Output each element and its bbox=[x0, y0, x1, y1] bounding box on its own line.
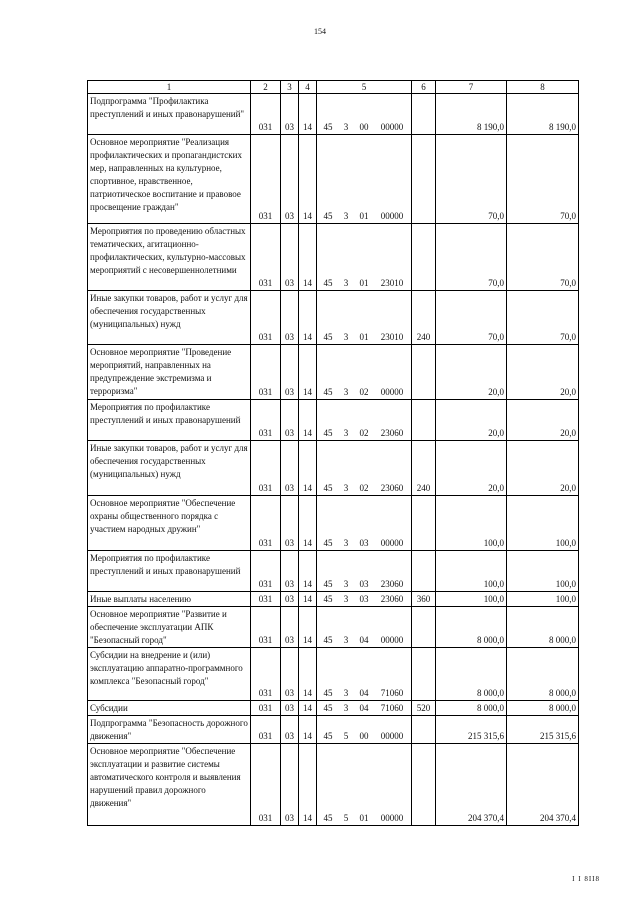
cell-ministry-code: 031 bbox=[251, 607, 281, 648]
table-row bbox=[88, 607, 579, 648]
cell-ministry-code: 031 bbox=[251, 701, 281, 716]
article-segment: 3 bbox=[343, 594, 349, 604]
cell-amount-year: 20,0 bbox=[507, 400, 579, 441]
cell-expense-type bbox=[412, 648, 436, 701]
table-row bbox=[88, 701, 579, 716]
cell-amount-year: 215 315,6 bbox=[507, 716, 579, 744]
column-header: 3 bbox=[281, 81, 299, 94]
cell-ministry-code: 031 bbox=[251, 744, 281, 826]
column-header: 6 bbox=[412, 81, 436, 94]
cell-amount-year: 70,0 bbox=[507, 291, 579, 345]
cell-target-article bbox=[317, 94, 412, 135]
cell-amount-year: 70,0 bbox=[507, 135, 579, 224]
cell-section: 03 bbox=[281, 135, 299, 224]
article-segment: 00000 bbox=[380, 813, 404, 823]
cell-ministry-code: 031 bbox=[251, 648, 281, 701]
cell-subsection: 14 bbox=[299, 716, 317, 744]
cell-ministry-code: 031 bbox=[251, 441, 281, 496]
article-segment: 71060 bbox=[380, 688, 404, 698]
cell-amount-total: 100,0 bbox=[436, 496, 507, 551]
article-segment: 23060 bbox=[380, 579, 404, 589]
cell-subsection: 14 bbox=[299, 607, 317, 648]
article-segment: 02 bbox=[359, 483, 369, 493]
cell-subsection: 14 bbox=[299, 441, 317, 496]
article-segment: 03 bbox=[359, 538, 369, 548]
cell-target-article bbox=[317, 716, 412, 744]
cell-subsection: 14 bbox=[299, 744, 317, 826]
cell-subsection: 14 bbox=[299, 701, 317, 716]
article-segment: 45 bbox=[323, 635, 333, 645]
cell-section: 03 bbox=[281, 592, 299, 607]
cell-expense-type bbox=[412, 551, 436, 592]
article-segment: 45 bbox=[323, 211, 333, 221]
cell-ministry-code: 031 bbox=[251, 291, 281, 345]
column-header: 4 bbox=[299, 81, 317, 94]
table-row bbox=[88, 94, 579, 135]
table-row bbox=[88, 716, 579, 744]
cell-amount-total: 70,0 bbox=[436, 135, 507, 224]
cell-section: 03 bbox=[281, 345, 299, 400]
cell-section: 03 bbox=[281, 94, 299, 135]
table-row bbox=[88, 224, 579, 291]
cell-amount-total: 215 315,6 bbox=[436, 716, 507, 744]
cell-section: 03 bbox=[281, 400, 299, 441]
cell-subsection: 14 bbox=[299, 94, 317, 135]
table-row bbox=[88, 592, 579, 607]
article-segment: 04 bbox=[359, 688, 369, 698]
cell-amount-total: 8 000,0 bbox=[436, 701, 507, 716]
cell-amount-total: 100,0 bbox=[436, 551, 507, 592]
table-row bbox=[88, 135, 579, 224]
article-segment: 45 bbox=[323, 122, 333, 132]
cell-section: 03 bbox=[281, 291, 299, 345]
cell-amount-year: 100,0 bbox=[507, 551, 579, 592]
article-segment: 45 bbox=[323, 278, 333, 288]
cell-amount-year: 8 190,0 bbox=[507, 94, 579, 135]
article-segment: 3 bbox=[343, 703, 349, 713]
cell-amount-total: 20,0 bbox=[436, 345, 507, 400]
article-segment: 00000 bbox=[380, 122, 404, 132]
article-segment: 3 bbox=[343, 635, 349, 645]
article-segment: 45 bbox=[323, 688, 333, 698]
article-segment: 04 bbox=[359, 635, 369, 645]
cell-amount-total: 100,0 bbox=[436, 592, 507, 607]
cell-ministry-code: 031 bbox=[251, 345, 281, 400]
cell-expense-type bbox=[412, 716, 436, 744]
article-segment: 45 bbox=[323, 332, 333, 342]
cell-subsection: 14 bbox=[299, 345, 317, 400]
cell-target-article bbox=[317, 744, 412, 826]
cell-section: 03 bbox=[281, 648, 299, 701]
cell-ministry-code: 031 bbox=[251, 400, 281, 441]
cell-expense-type bbox=[412, 224, 436, 291]
cell-expense-type: 240 bbox=[412, 291, 436, 345]
article-segment: 00000 bbox=[380, 635, 404, 645]
cell-expense-type: 520 bbox=[412, 701, 436, 716]
table-row bbox=[88, 441, 579, 496]
article-segment: 03 bbox=[359, 579, 369, 589]
cell-target-article bbox=[317, 291, 412, 345]
article-segment: 5 bbox=[343, 813, 349, 823]
table-row bbox=[88, 345, 579, 400]
article-segment: 45 bbox=[323, 387, 333, 397]
cell-ministry-code: 031 bbox=[251, 496, 281, 551]
row-name: Основное мероприятие "Обеспечение охраны общественного порядка с участием народных дружин" bbox=[88, 496, 251, 551]
cell-target-article bbox=[317, 345, 412, 400]
cell-subsection: 14 bbox=[299, 135, 317, 224]
cell-amount-total: 204 370,4 bbox=[436, 744, 507, 826]
cell-amount-year: 70,0 bbox=[507, 224, 579, 291]
cell-subsection: 14 bbox=[299, 224, 317, 291]
column-header: 2 bbox=[251, 81, 281, 94]
article-segment: 00 bbox=[359, 731, 369, 741]
cell-ministry-code: 031 bbox=[251, 551, 281, 592]
article-segment: 23060 bbox=[380, 428, 404, 438]
article-segment: 45 bbox=[323, 483, 333, 493]
row-name: Основное мероприятие "Развитие и обеспечение эксплуатации АПК "Безопасный город" bbox=[88, 607, 251, 648]
cell-subsection: 14 bbox=[299, 592, 317, 607]
article-segment: 71060 bbox=[380, 703, 404, 713]
cell-target-article bbox=[317, 135, 412, 224]
cell-amount-total: 8 000,0 bbox=[436, 648, 507, 701]
article-segment: 00 bbox=[359, 122, 369, 132]
row-name: Иные выплаты населению bbox=[88, 592, 251, 607]
row-name: Подпрограмма "Безопасность дорожного движения" bbox=[88, 716, 251, 744]
cell-subsection: 14 bbox=[299, 496, 317, 551]
cell-amount-year: 8 000,0 bbox=[507, 607, 579, 648]
row-name: Иные закупки товаров, работ и услуг для обеспечения государственных (муниципальных) нужд bbox=[88, 291, 251, 345]
article-segment: 01 bbox=[359, 332, 369, 342]
row-name: Подпрограмма "Профилактика преступлений и иных правонарушений" bbox=[88, 94, 251, 135]
column-header: 8 bbox=[507, 81, 579, 94]
article-segment: 3 bbox=[343, 332, 349, 342]
article-segment: 3 bbox=[343, 538, 349, 548]
row-name: Основное мероприятие "Реализация профилактических и пропагандистских мер, направленных на культурное, спортивное, нравственное, патриотическое воспитание и правовое просвещение граждан" bbox=[88, 135, 251, 224]
row-name: Субсидии на внедрение и (или) эксплуатацию аппаратно-программного комплекса "Безопасный город" bbox=[88, 648, 251, 701]
cell-amount-year: 8 000,0 bbox=[507, 701, 579, 716]
article-segment: 00000 bbox=[380, 731, 404, 741]
cell-expense-type bbox=[412, 607, 436, 648]
row-name: Основное мероприятие "Проведение мероприятий, направленных на предупреждение экстремизма и терроризма" bbox=[88, 345, 251, 400]
footer-mark: I I 8II8 bbox=[572, 875, 600, 883]
cell-target-article bbox=[317, 400, 412, 441]
cell-amount-year: 100,0 bbox=[507, 592, 579, 607]
article-segment: 45 bbox=[323, 428, 333, 438]
cell-ministry-code: 031 bbox=[251, 224, 281, 291]
cell-amount-year: 8 000,0 bbox=[507, 648, 579, 701]
table-row bbox=[88, 744, 579, 826]
cell-target-article bbox=[317, 224, 412, 291]
cell-subsection: 14 bbox=[299, 291, 317, 345]
cell-target-article bbox=[317, 441, 412, 496]
cell-amount-total: 8 190,0 bbox=[436, 94, 507, 135]
article-segment: 45 bbox=[323, 703, 333, 713]
cell-ministry-code: 031 bbox=[251, 592, 281, 607]
cell-ministry-code: 031 bbox=[251, 135, 281, 224]
row-name: Основное мероприятие "Обеспечение эксплуатации и развитие системы автоматического контроля и выявления нарушений правил дорожного движения" bbox=[88, 744, 251, 826]
table-row bbox=[88, 496, 579, 551]
article-segment: 02 bbox=[359, 387, 369, 397]
article-segment: 3 bbox=[343, 483, 349, 493]
cell-target-article bbox=[317, 607, 412, 648]
cell-expense-type bbox=[412, 744, 436, 826]
article-segment: 23060 bbox=[380, 594, 404, 604]
row-name: Мероприятия по профилактике преступлений и иных правонарушений bbox=[88, 400, 251, 441]
table-row bbox=[88, 551, 579, 592]
cell-subsection: 14 bbox=[299, 400, 317, 441]
article-segment: 45 bbox=[323, 731, 333, 741]
article-segment: 3 bbox=[343, 278, 349, 288]
cell-section: 03 bbox=[281, 701, 299, 716]
cell-amount-total: 20,0 bbox=[436, 441, 507, 496]
row-name: Субсидии bbox=[88, 701, 251, 716]
cell-expense-type bbox=[412, 94, 436, 135]
cell-expense-type bbox=[412, 135, 436, 224]
cell-amount-total: 70,0 bbox=[436, 224, 507, 291]
cell-section: 03 bbox=[281, 607, 299, 648]
cell-target-article bbox=[317, 551, 412, 592]
article-segment: 3 bbox=[343, 387, 349, 397]
article-segment: 04 bbox=[359, 703, 369, 713]
cell-amount-year: 100,0 bbox=[507, 496, 579, 551]
article-segment: 01 bbox=[359, 813, 369, 823]
cell-target-article bbox=[317, 648, 412, 701]
cell-amount-total: 20,0 bbox=[436, 400, 507, 441]
column-header: 7 bbox=[436, 81, 507, 94]
cell-expense-type bbox=[412, 345, 436, 400]
article-segment: 3 bbox=[343, 211, 349, 221]
cell-section: 03 bbox=[281, 551, 299, 592]
article-segment: 00000 bbox=[380, 387, 404, 397]
cell-expense-type: 360 bbox=[412, 592, 436, 607]
article-segment: 23010 bbox=[380, 278, 404, 288]
article-segment: 5 bbox=[343, 731, 349, 741]
cell-amount-total: 70,0 bbox=[436, 291, 507, 345]
article-segment: 3 bbox=[343, 688, 349, 698]
cell-section: 03 bbox=[281, 716, 299, 744]
cell-target-article bbox=[317, 496, 412, 551]
cell-amount-year: 20,0 bbox=[507, 441, 579, 496]
article-segment: 00000 bbox=[380, 538, 404, 548]
page-number: 154 bbox=[314, 27, 326, 36]
article-segment: 45 bbox=[323, 813, 333, 823]
article-segment: 45 bbox=[323, 594, 333, 604]
cell-amount-year: 204 370,4 bbox=[507, 744, 579, 826]
cell-subsection: 14 bbox=[299, 648, 317, 701]
column-header: 5 bbox=[317, 81, 412, 94]
article-segment: 03 bbox=[359, 594, 369, 604]
article-segment: 01 bbox=[359, 211, 369, 221]
article-segment: 3 bbox=[343, 428, 349, 438]
cell-section: 03 bbox=[281, 441, 299, 496]
cell-ministry-code: 031 bbox=[251, 94, 281, 135]
cell-section: 03 bbox=[281, 496, 299, 551]
row-name: Иные закупки товаров, работ и услуг для обеспечения государственных (муниципальных) нужд bbox=[88, 441, 251, 496]
cell-section: 03 bbox=[281, 224, 299, 291]
table-row bbox=[88, 648, 579, 701]
article-segment: 3 bbox=[343, 122, 349, 132]
cell-amount-year: 20,0 bbox=[507, 345, 579, 400]
article-segment: 23060 bbox=[380, 483, 404, 493]
cell-expense-type bbox=[412, 400, 436, 441]
cell-section: 03 bbox=[281, 744, 299, 826]
cell-amount-total: 8 000,0 bbox=[436, 607, 507, 648]
column-header: 1 bbox=[88, 81, 251, 94]
cell-expense-type: 240 bbox=[412, 441, 436, 496]
cell-ministry-code: 031 bbox=[251, 716, 281, 744]
header-row bbox=[88, 81, 579, 94]
row-name: Мероприятия по профилактике преступлений и иных правонарушений bbox=[88, 551, 251, 592]
article-segment: 01 bbox=[359, 278, 369, 288]
article-segment: 45 bbox=[323, 538, 333, 548]
article-segment: 00000 bbox=[380, 211, 404, 221]
table-row bbox=[88, 291, 579, 345]
cell-expense-type bbox=[412, 496, 436, 551]
row-name: Мероприятия по проведению областных тематических, агитационно-профилактических, культурно-массовых мероприятий с несовершеннолетними bbox=[88, 224, 251, 291]
cell-subsection: 14 bbox=[299, 551, 317, 592]
cell-target-article bbox=[317, 592, 412, 607]
cell-target-article bbox=[317, 701, 412, 716]
article-segment: 45 bbox=[323, 579, 333, 589]
budget-table bbox=[87, 80, 579, 826]
table-row bbox=[88, 400, 579, 441]
article-segment: 3 bbox=[343, 579, 349, 589]
article-segment: 02 bbox=[359, 428, 369, 438]
article-segment: 23010 bbox=[380, 332, 404, 342]
